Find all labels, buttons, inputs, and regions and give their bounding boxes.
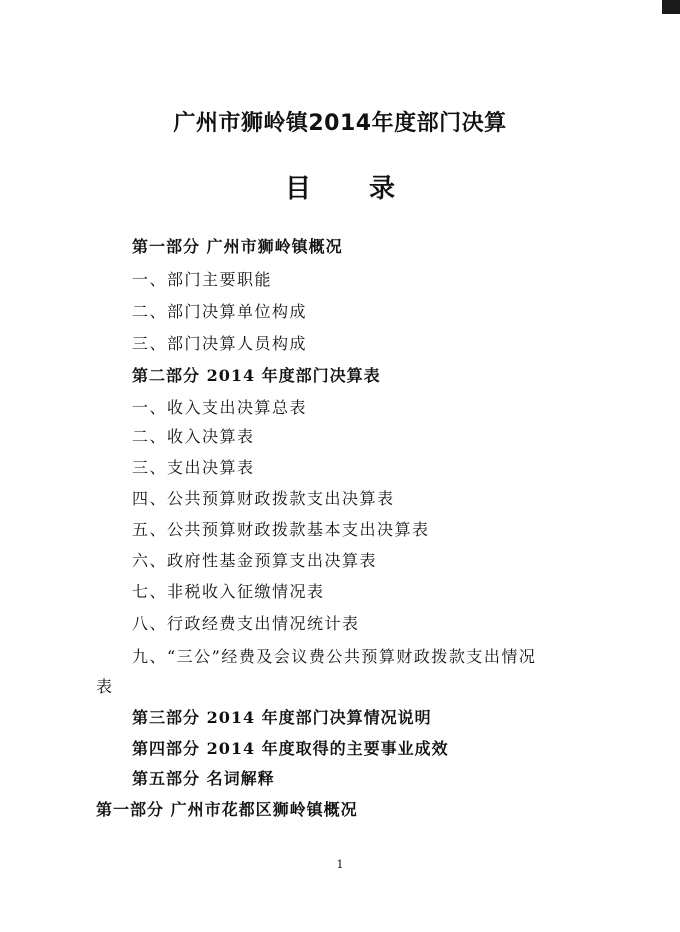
toc-entry: 七、非税收入征缴情况表	[132, 582, 325, 601]
toc-entry: 表	[96, 677, 114, 696]
scan-edge-mark	[662, 0, 680, 14]
toc-entry: 三、部门决算人员构成	[132, 334, 308, 353]
toc-entry: 三、支出决算表	[132, 458, 255, 477]
toc-entry: 一、收入支出决算总表	[132, 398, 308, 417]
toc-heading-char-2: 录	[369, 174, 396, 204]
toc-entry: 五、公共预算财政拨款基本支出决算表	[132, 520, 430, 539]
toc-entry: 六、政府性基金预算支出决算表	[132, 551, 378, 570]
toc-entry: 八、行政经费支出情况统计表	[132, 614, 360, 633]
toc-entry: 一、部门主要职能	[132, 270, 273, 289]
toc-entry: 第四部分 2014 年度取得的主要事业成效	[132, 739, 449, 758]
toc-entry: 第二部分 2014 年度部门决算表	[132, 366, 381, 385]
toc-entry: 二、收入决算表	[132, 427, 255, 446]
toc-entry: 第五部分 名词解释	[132, 769, 275, 788]
section-heading: 第一部分 广州市花都区狮岭镇概况	[96, 800, 358, 819]
page-number: 1	[336, 858, 344, 871]
toc-entry: 九、“三公”经费及会议费公共预算财政拨款支出情况	[132, 647, 537, 666]
toc-heading-char-1: 目	[284, 174, 311, 204]
document-title: 广州市狮岭镇2014年度部门决算	[173, 111, 507, 136]
toc-entry: 第一部分 广州市狮岭镇概况	[132, 237, 343, 256]
toc-entry: 第三部分 2014 年度部门决算情况说明	[132, 708, 432, 727]
toc-heading	[0, 168, 680, 205]
toc-entry: 四、公共预算财政拨款支出决算表	[132, 489, 395, 508]
toc-entry: 二、部门决算单位构成	[132, 302, 308, 321]
